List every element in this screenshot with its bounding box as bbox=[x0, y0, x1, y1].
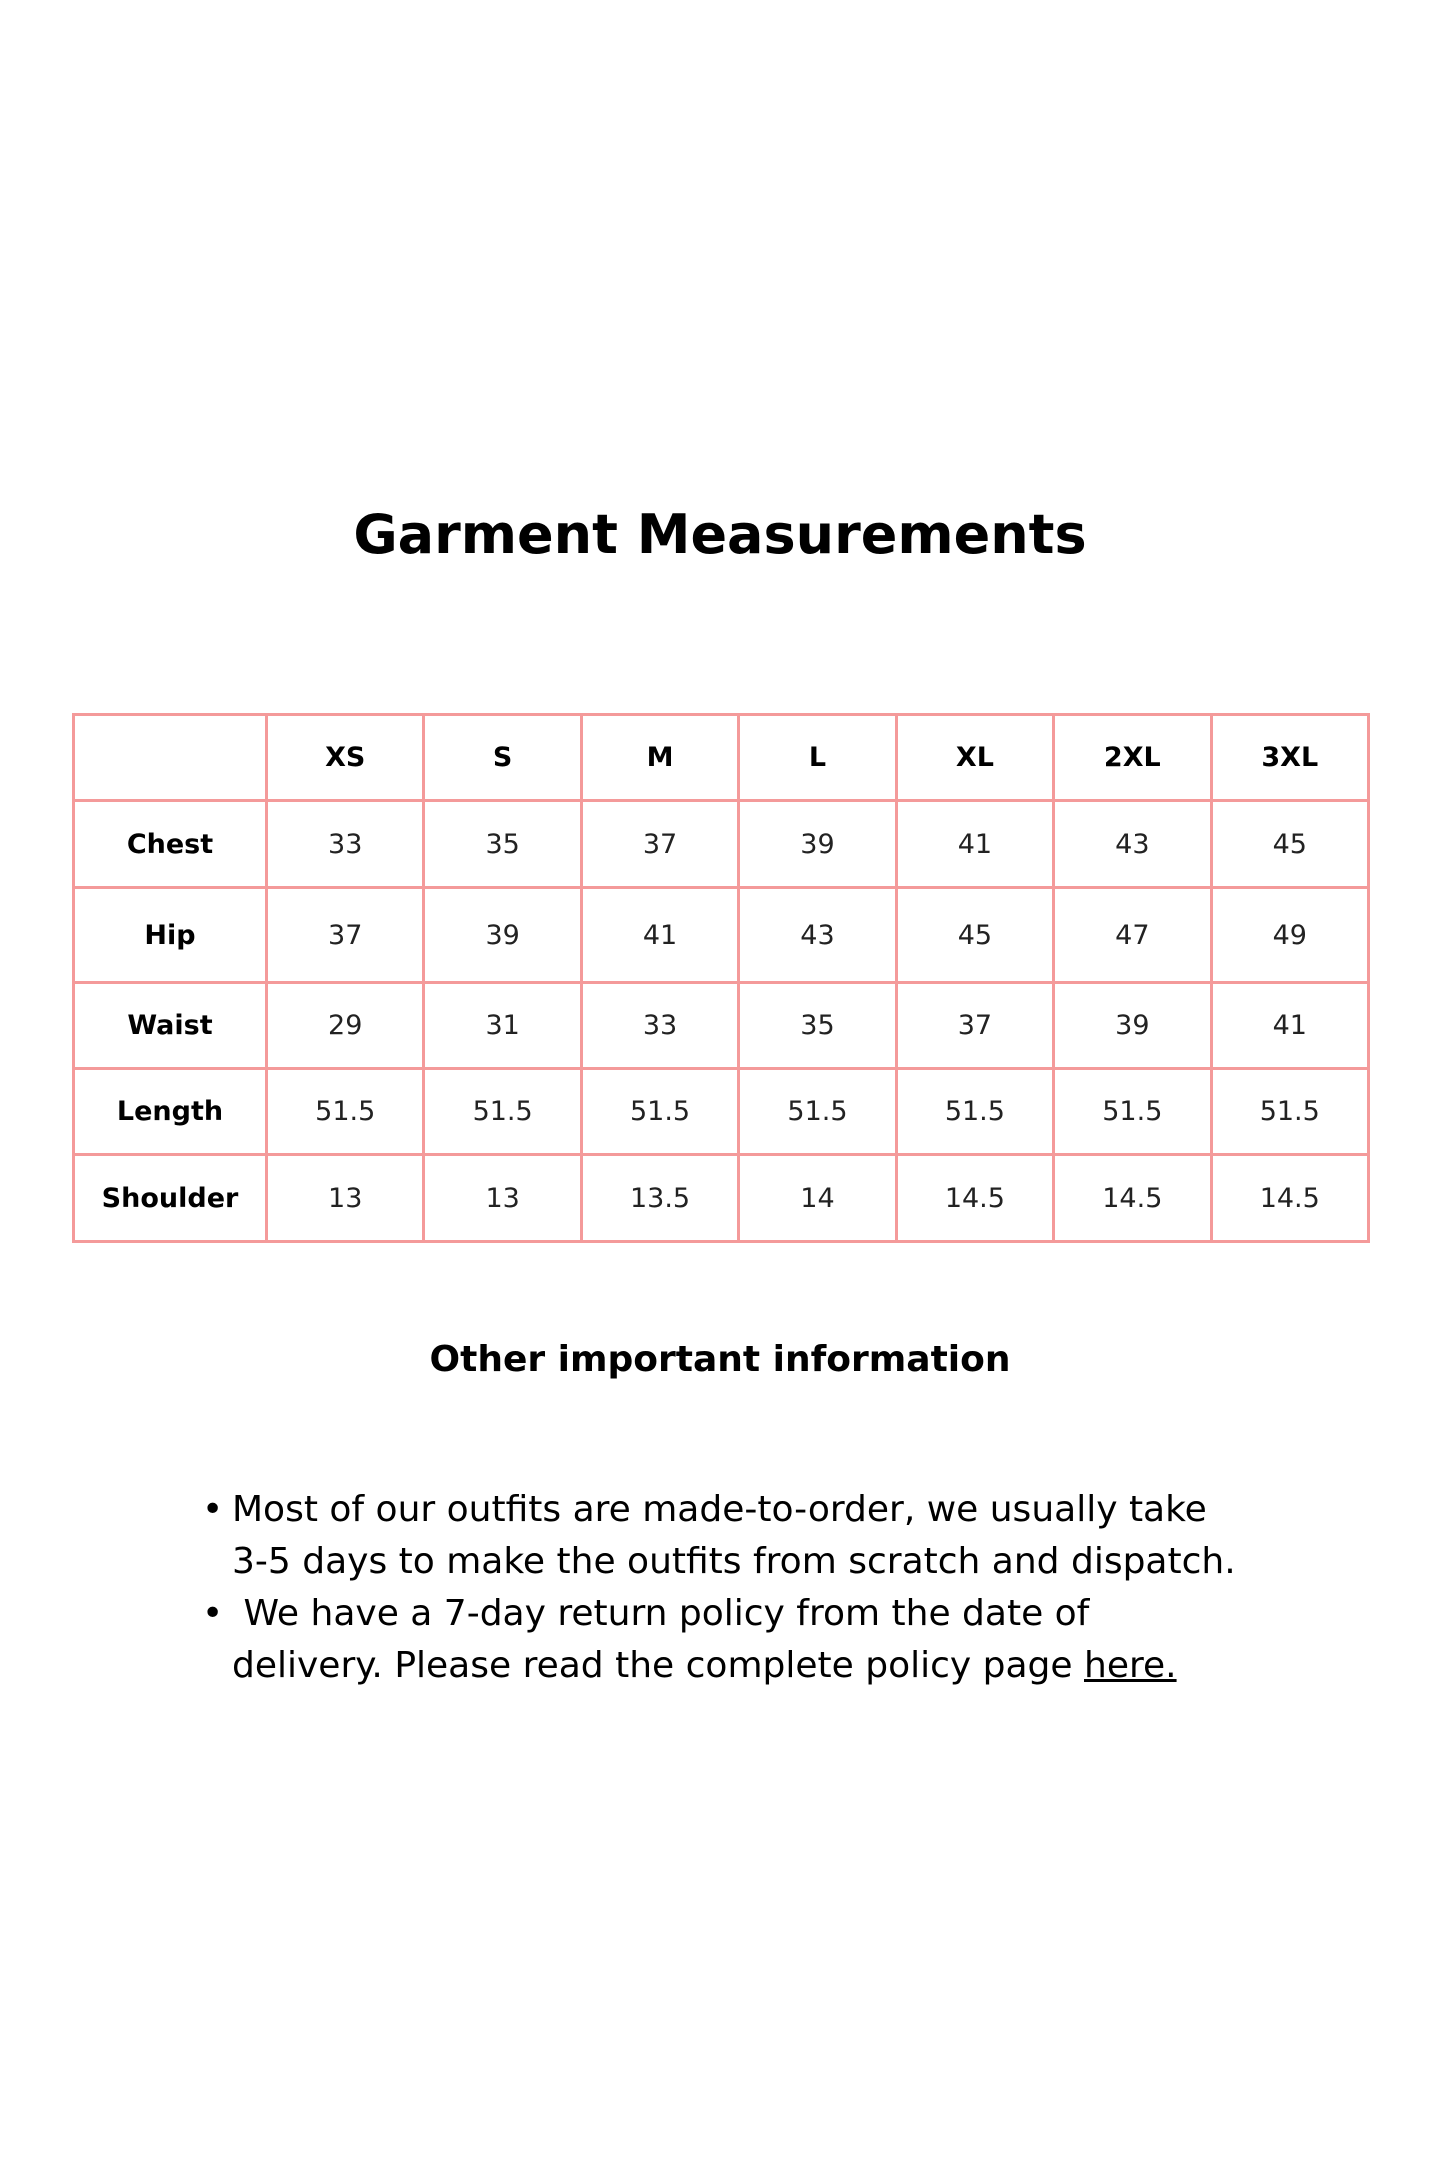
list-item bbox=[202, 1588, 1312, 1692]
info-item-text-line1: Most of our outfits are made-to-order, we usually take bbox=[232, 1489, 1207, 1530]
table-row-length bbox=[74, 1069, 1369, 1155]
table-cell: 14.5 bbox=[1211, 1155, 1368, 1242]
header-3xl: 3XL bbox=[1211, 715, 1368, 801]
row-label-chest: Chest bbox=[74, 801, 267, 888]
table-cell: 33 bbox=[267, 801, 424, 888]
header-s: S bbox=[424, 715, 581, 801]
header-l: L bbox=[739, 715, 896, 801]
table-cell: 41 bbox=[896, 801, 1053, 888]
table-cell: 33 bbox=[581, 983, 738, 1069]
list-item bbox=[202, 1484, 1312, 1588]
table-cell: 39 bbox=[739, 801, 896, 888]
row-label-hip: Hip bbox=[74, 888, 267, 983]
table-cell: 35 bbox=[424, 801, 581, 888]
table-row-shoulder bbox=[74, 1155, 1369, 1242]
table-cell: 51.5 bbox=[424, 1069, 581, 1155]
table-cell: 13 bbox=[267, 1155, 424, 1242]
header-empty-cell bbox=[74, 715, 267, 801]
table-cell: 51.5 bbox=[896, 1069, 1053, 1155]
table-cell: 14.5 bbox=[896, 1155, 1053, 1242]
table-cell: 39 bbox=[1054, 983, 1211, 1069]
table-cell: 45 bbox=[896, 888, 1053, 983]
info-item-text-line2: delivery. Please read the complete policy page bbox=[232, 1645, 1084, 1686]
table-header-row bbox=[74, 715, 1369, 801]
table-cell: 37 bbox=[896, 983, 1053, 1069]
row-label-shoulder: Shoulder bbox=[74, 1155, 267, 1242]
return-policy-link[interactable]: here. bbox=[1084, 1645, 1177, 1686]
bullet-icon: • bbox=[202, 1593, 224, 1634]
table-cell: 43 bbox=[1054, 801, 1211, 888]
table-cell: 14.5 bbox=[1054, 1155, 1211, 1242]
header-m: M bbox=[581, 715, 738, 801]
table-cell: 37 bbox=[267, 888, 424, 983]
page-title: Garment Measurements bbox=[353, 503, 1087, 566]
table-cell: 51.5 bbox=[581, 1069, 738, 1155]
table-cell: 49 bbox=[1211, 888, 1368, 983]
table-row-waist bbox=[74, 983, 1369, 1069]
row-label-waist: Waist bbox=[74, 983, 267, 1069]
header-2xl: 2XL bbox=[1054, 715, 1211, 801]
table-row-chest bbox=[74, 801, 1369, 888]
table-cell: 29 bbox=[267, 983, 424, 1069]
header-xs: XS bbox=[267, 715, 424, 801]
table-cell: 35 bbox=[739, 983, 896, 1069]
row-label-length: Length bbox=[74, 1069, 267, 1155]
header-xl: XL bbox=[896, 715, 1053, 801]
table-cell: 51.5 bbox=[1211, 1069, 1368, 1155]
table-cell: 13 bbox=[424, 1155, 581, 1242]
info-item-text-line2: 3-5 days to make the outfits from scratch and dispatch. bbox=[232, 1541, 1236, 1582]
table-cell: 13.5 bbox=[581, 1155, 738, 1242]
table-cell: 37 bbox=[581, 801, 738, 888]
info-item-text-line1: We have a 7-day return policy from the date of bbox=[232, 1593, 1090, 1634]
info-heading: Other important information bbox=[429, 1339, 1011, 1380]
table-cell: 14 bbox=[739, 1155, 896, 1242]
table-cell: 43 bbox=[739, 888, 896, 983]
table-cell: 51.5 bbox=[267, 1069, 424, 1155]
info-list bbox=[202, 1484, 1312, 1692]
table-cell: 45 bbox=[1211, 801, 1368, 888]
table-cell: 31 bbox=[424, 983, 581, 1069]
table-row-hip bbox=[74, 888, 1369, 983]
table-cell: 39 bbox=[424, 888, 581, 983]
bullet-icon: • bbox=[202, 1489, 224, 1530]
table-cell: 41 bbox=[581, 888, 738, 983]
table-cell: 51.5 bbox=[739, 1069, 896, 1155]
size-table bbox=[72, 713, 1370, 1243]
table-cell: 41 bbox=[1211, 983, 1368, 1069]
table-cell: 47 bbox=[1054, 888, 1211, 983]
size-chart bbox=[72, 713, 1370, 1243]
table-cell: 51.5 bbox=[1054, 1069, 1211, 1155]
